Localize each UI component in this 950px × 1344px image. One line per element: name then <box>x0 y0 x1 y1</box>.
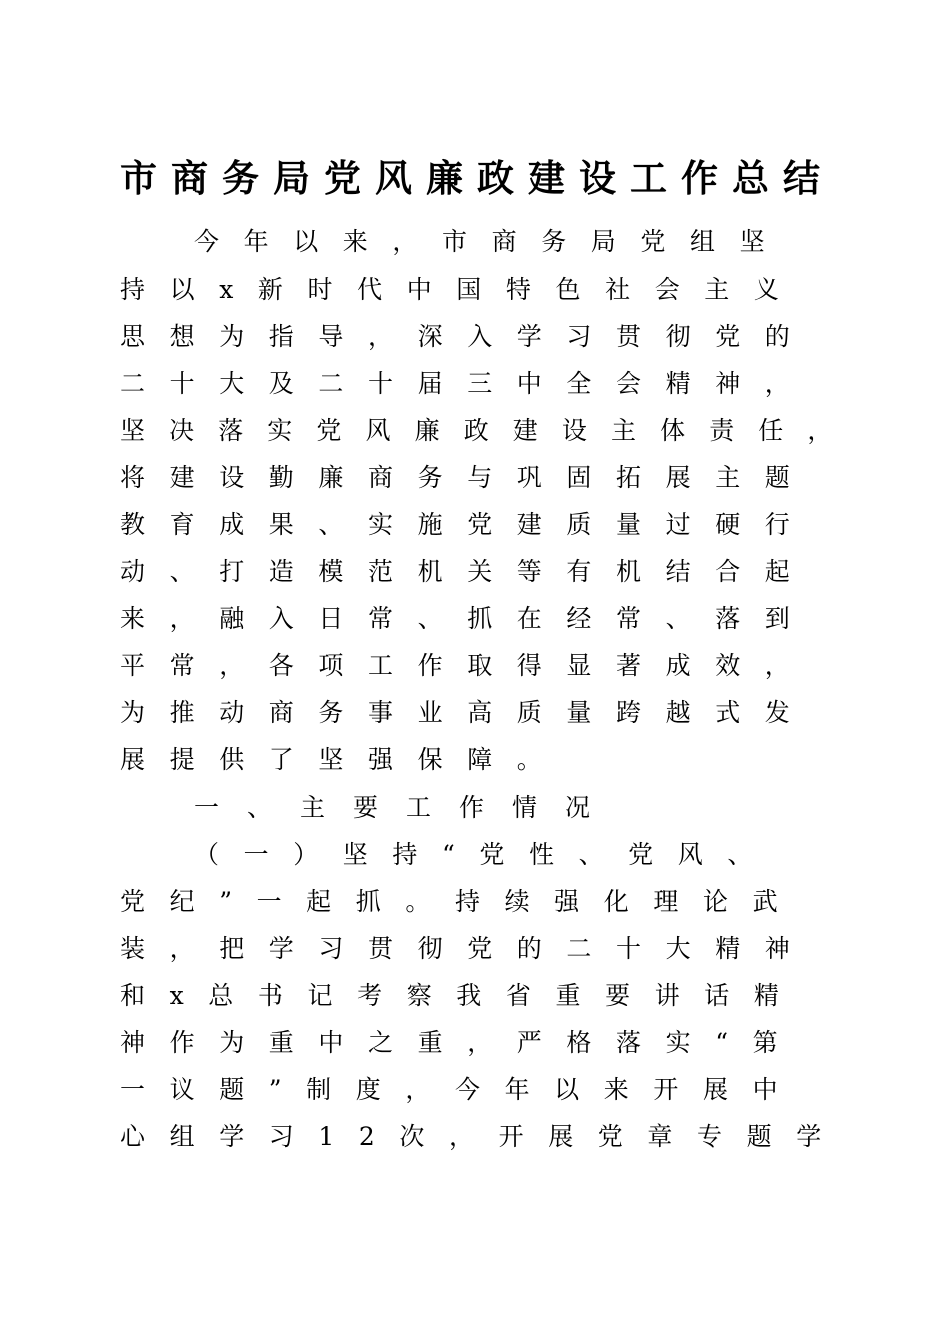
paragraph-line: 二十大及二十届三中全会精神， <box>120 369 815 398</box>
paragraph-line: 和x总书记考察我省重要讲话精 <box>120 981 804 1010</box>
paragraph-line: 持以x新时代中国特色社会主义 <box>120 275 804 304</box>
document-title: 市商务局党风廉政建设工作总结 <box>120 156 834 200</box>
paragraph-line: 神作为重中之重，严格落实“第 <box>120 1028 803 1057</box>
paragraph-line: 为推动商务事业高质量跨越式发 <box>120 698 815 727</box>
section-heading: 一、主要工作情况 <box>194 793 619 822</box>
paragraph-line: 一议题”制度，今年以来开展中 <box>120 1075 803 1104</box>
paragraph-line: 今年以来，市商务局党组坚 <box>194 227 790 256</box>
paragraph-line: 平常，各项工作取得显著成效， <box>120 651 815 680</box>
paragraph-line: 来，融入日常、抓在经常、落到 <box>120 604 815 633</box>
paragraph-line: 装，把学习贯彻党的二十大精神 <box>120 934 815 963</box>
paragraph-line: 心组学习12次，开展党章专题学 <box>120 1122 846 1151</box>
paragraph-line: 教育成果、实施党建质量过硬行 <box>120 510 815 539</box>
paragraph-line: 党纪”一起抓。持续强化理论武 <box>120 887 803 916</box>
paragraph-line: （一）坚持“党性、党风、 <box>194 840 777 869</box>
paragraph-line: 动、打造模范机关等有机结合起 <box>120 557 815 586</box>
paragraph-line: 展提供了坚强保障。 <box>120 745 567 774</box>
paragraph-line: 将建设勤廉商务与巩固拓展主题 <box>120 463 815 492</box>
paragraph-line: 坚决落实党风廉政建设主体责任， <box>120 416 857 445</box>
paragraph-line: 思想为指导，深入学习贯彻党的 <box>120 322 815 351</box>
